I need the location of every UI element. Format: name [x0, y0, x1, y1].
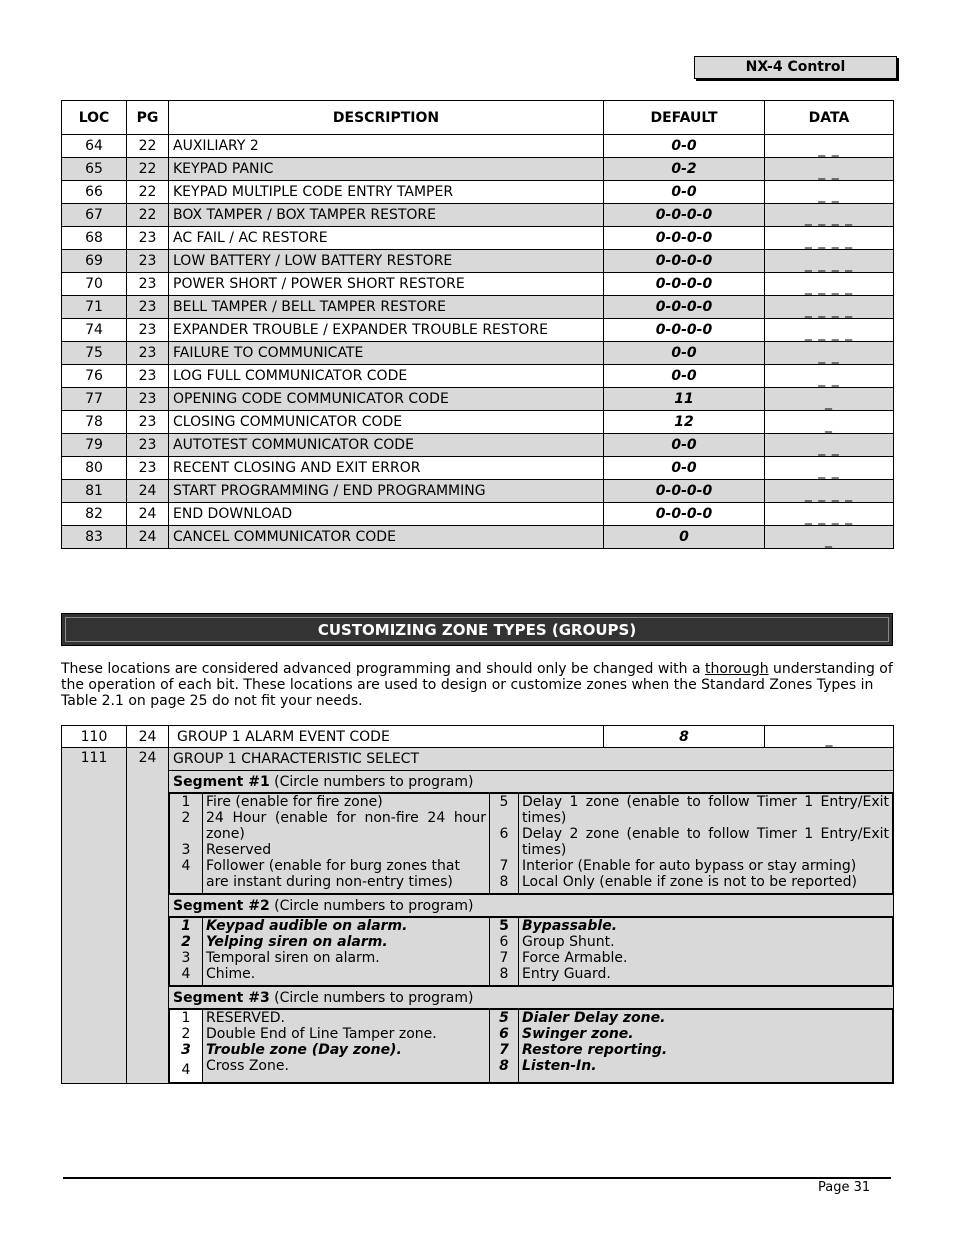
description-cell: LOW BATTERY / LOW BATTERY RESTORE [169, 250, 604, 273]
description-cell: OPENING CODE COMMUNICATOR CODE [169, 388, 604, 411]
option-text: Follower (enable for burg zones that are instant during non-entry times) [206, 858, 460, 890]
pg-cell: 24 [127, 726, 169, 748]
option-number: 3 [181, 1042, 191, 1058]
loc-cell: 76 [62, 365, 127, 388]
default-cell: 0-0-0-0 [604, 250, 765, 273]
data-cell: _ [765, 726, 894, 748]
loc-cell: 67 [62, 204, 127, 227]
segment-1-options [169, 793, 893, 894]
table-header-row [62, 101, 894, 135]
option-text: RESERVED. [206, 1010, 285, 1026]
option-text: Delay 2 zone (enable to follow Timer 1 Entry/Exit times) [522, 826, 889, 858]
col-header-loc: LOC [62, 101, 127, 135]
loc-cell: 66 [62, 181, 127, 204]
default-cell: 0-0 [604, 181, 765, 204]
data-cell: _ [765, 388, 894, 411]
table-row [62, 503, 894, 526]
option-number: 8 [499, 966, 509, 982]
intro-underlined-word: thorough [705, 661, 769, 677]
loc-cell: 81 [62, 480, 127, 503]
default-cell: 0 [604, 526, 765, 549]
option-text: 24 Hour (enable for non-fire 24 hour zone) [206, 810, 486, 842]
default-cell: 0-0-0-0 [604, 204, 765, 227]
loc-cell: 74 [62, 319, 127, 342]
loc-cell: 70 [62, 273, 127, 296]
segment-note: (Circle numbers to program) [269, 897, 474, 914]
page-number: Page 31 [818, 1180, 871, 1195]
default-cell: 12 [604, 411, 765, 434]
option-text: Entry Guard. [522, 966, 611, 982]
pg-cell: 24 [127, 526, 169, 549]
seg1-left-texts [203, 794, 490, 894]
seg1-right-texts [519, 794, 893, 894]
section-bar-frame [65, 617, 889, 642]
group-row-110 [62, 726, 894, 748]
footer-rule [63, 1177, 891, 1179]
option-number: 4 [181, 966, 191, 982]
loc-cell: 78 [62, 411, 127, 434]
option-text: Restore reporting. [522, 1042, 668, 1058]
default-cell: 0-0-0-0 [604, 480, 765, 503]
segment-label: Segment #1 [173, 773, 270, 790]
option-number: 4 [181, 858, 191, 874]
pg-cell: 24 [127, 503, 169, 526]
seg2-left-texts [203, 918, 490, 986]
segment-2-options [169, 917, 893, 986]
col-header-default: DEFAULT [604, 101, 765, 135]
loc-cell: 77 [62, 388, 127, 411]
intro-paragraph [61, 661, 893, 709]
loc-cell: 79 [62, 434, 127, 457]
pg-cell: 23 [127, 273, 169, 296]
option-text: Chime. [206, 966, 256, 982]
table-row [62, 342, 894, 365]
default-cell: 0-0-0-0 [604, 296, 765, 319]
option-number: 1 [181, 918, 191, 934]
table-row [62, 480, 894, 503]
pg-cell: 23 [127, 250, 169, 273]
data-cell: _ _ [765, 342, 894, 365]
segment-1-body [62, 793, 894, 895]
product-header-box: NX-4 Control [694, 56, 897, 79]
table-row [62, 411, 894, 434]
desc-cell: GROUP 1 CHARACTERISTIC SELECT [169, 748, 894, 771]
default-cell: 0-0-0-0 [604, 227, 765, 250]
col-header-data: DATA [765, 101, 894, 135]
pg-cell: 23 [127, 227, 169, 250]
option-number: 4 [181, 1062, 191, 1078]
default-cell: 0-0 [604, 457, 765, 480]
option-text: Trouble zone (Day zone). [206, 1042, 402, 1058]
table-row [62, 365, 894, 388]
seg2-right-texts [519, 918, 893, 986]
table-row [62, 434, 894, 457]
option-text: Swinger zone. [522, 1026, 634, 1042]
description-cell: BOX TAMPER / BOX TAMPER RESTORE [169, 204, 604, 227]
table-row [62, 181, 894, 204]
table-row [62, 204, 894, 227]
description-cell: AUXILIARY 2 [169, 135, 604, 158]
table-row [62, 319, 894, 342]
loc-cell: 83 [62, 526, 127, 549]
description-cell: POWER SHORT / POWER SHORT RESTORE [169, 273, 604, 296]
description-cell: EXPANDER TROUBLE / EXPANDER TROUBLE RESTORE [169, 319, 604, 342]
option-number: 7 [499, 858, 509, 874]
option-text: Keypad audible on alarm. [206, 918, 408, 934]
segment-note: (Circle numbers to program) [269, 989, 474, 1006]
default-cell: 8 [604, 726, 765, 748]
description-cell: AUTOTEST COMMUNICATOR CODE [169, 434, 604, 457]
option-number: 2 [181, 810, 191, 826]
segment-label: Segment #2 [173, 897, 270, 914]
option-number: 5 [499, 918, 509, 934]
segment-label: Segment #3 [173, 989, 270, 1006]
option-text: Yelping siren on alarm. [206, 934, 388, 950]
default-cell: 0-0 [604, 135, 765, 158]
default-cell: 0-0 [604, 365, 765, 388]
pg-cell: 23 [127, 457, 169, 480]
option-text: Reserved [206, 842, 272, 858]
option-text: Delay 1 zone (enable to follow Timer 1 Entry/Exit times) [522, 794, 889, 826]
seg3-right-texts [519, 1010, 893, 1083]
segment-2-header [62, 895, 894, 917]
description-cell: CLOSING COMMUNICATOR CODE [169, 411, 604, 434]
group-table [61, 725, 894, 1084]
group-row-111 [62, 748, 894, 771]
option-number: 6 [499, 1026, 509, 1042]
data-cell: _ [765, 411, 894, 434]
loc-cell: 82 [62, 503, 127, 526]
seg3-right-numbers [490, 1010, 519, 1083]
description-cell: CANCEL COMMUNICATOR CODE [169, 526, 604, 549]
table-row [62, 135, 894, 158]
data-cell: _ _ [765, 181, 894, 204]
option-text: Force Armable. [522, 950, 628, 966]
loc-cell: 71 [62, 296, 127, 319]
seg1-left-numbers [170, 794, 203, 894]
data-cell: _ _ [765, 434, 894, 457]
loc-cell: 110 [62, 726, 127, 748]
data-cell: _ _ [765, 135, 894, 158]
loc-cell: 68 [62, 227, 127, 250]
table-row [62, 250, 894, 273]
pg-cell: 23 [127, 388, 169, 411]
data-cell: _ _ _ _ [765, 204, 894, 227]
default-cell: 0-0 [604, 342, 765, 365]
description-cell: RECENT CLOSING AND EXIT ERROR [169, 457, 604, 480]
pg-cell: 23 [127, 434, 169, 457]
option-number: 8 [499, 874, 509, 890]
option-number: 7 [499, 950, 509, 966]
option-text: Interior (Enable for auto bypass or stay arming) [522, 858, 857, 874]
pg-cell: 23 [127, 365, 169, 388]
pg-cell: 22 [127, 181, 169, 204]
data-cell: _ _ [765, 457, 894, 480]
description-cell: LOG FULL COMMUNICATOR CODE [169, 365, 604, 388]
seg1-right-numbers [490, 794, 519, 894]
pg-cell: 23 [127, 342, 169, 365]
table-row [62, 158, 894, 181]
option-number: 7 [499, 1042, 509, 1058]
col-header-description: DESCRIPTION [169, 101, 604, 135]
pg-cell: 22 [127, 158, 169, 181]
option-number: 5 [499, 794, 509, 810]
data-cell: _ _ _ _ [765, 319, 894, 342]
data-cell: _ _ _ _ [765, 227, 894, 250]
loc-cell: 65 [62, 158, 127, 181]
table-row [62, 457, 894, 480]
option-text: Listen-In. [522, 1058, 597, 1074]
seg2-right-numbers [490, 918, 519, 986]
col-header-pg: PG [127, 101, 169, 135]
table-row [62, 296, 894, 319]
segment-3-options [169, 1009, 893, 1083]
table-row [62, 388, 894, 411]
data-cell: _ _ [765, 158, 894, 181]
default-cell: 0-0-0-0 [604, 319, 765, 342]
description-cell: KEYPAD MULTIPLE CODE ENTRY TAMPER [169, 181, 604, 204]
table-row [62, 273, 894, 296]
option-text: Dialer Delay zone. [522, 1010, 666, 1026]
pg-cell: 22 [127, 204, 169, 227]
data-cell: _ _ _ _ [765, 296, 894, 319]
default-cell: 11 [604, 388, 765, 411]
option-number: 2 [181, 1026, 191, 1042]
description-cell: AC FAIL / AC RESTORE [169, 227, 604, 250]
option-text: Cross Zone. [206, 1058, 289, 1074]
segment-2-body [62, 917, 894, 987]
segment-note: (Circle numbers to program) [269, 773, 474, 790]
intro-text-a: These locations are considered advanced programming and should only be changed with a [61, 661, 706, 677]
default-cell: 0-2 [604, 158, 765, 181]
pg-cell: 23 [127, 411, 169, 434]
description-cell: START PROGRAMMING / END PROGRAMMING [169, 480, 604, 503]
data-cell: _ _ _ _ [765, 503, 894, 526]
option-text: Local Only (enable if zone is not to be reported) [522, 874, 857, 890]
data-cell: _ [765, 526, 894, 549]
seg3-left-texts [203, 1010, 490, 1083]
default-cell: 0-0-0-0 [604, 273, 765, 296]
pg-cell: 24 [127, 748, 169, 1084]
data-cell: _ _ [765, 365, 894, 388]
segment-3-body [62, 1009, 894, 1084]
loc-cell: 64 [62, 135, 127, 158]
option-number: 6 [499, 934, 509, 950]
data-cell: _ _ _ _ [765, 273, 894, 296]
data-cell: _ _ _ _ [765, 480, 894, 503]
segment-1-header [62, 771, 894, 793]
description-cell: END DOWNLOAD [169, 503, 604, 526]
option-number: 1 [181, 794, 191, 810]
seg2-left-numbers [170, 918, 203, 986]
section-title: CUSTOMIZING ZONE TYPES (GROUPS) [317, 621, 637, 639]
table-row [62, 526, 894, 549]
pg-cell: 22 [127, 135, 169, 158]
option-number: 8 [499, 1058, 509, 1074]
loc-cell: 75 [62, 342, 127, 365]
description-cell: BELL TAMPER / BELL TAMPER RESTORE [169, 296, 604, 319]
programming-table [61, 100, 894, 549]
section-title-bar [61, 613, 893, 646]
seg3-left-numbers [170, 1010, 203, 1083]
pg-cell: 23 [127, 296, 169, 319]
loc-cell: 80 [62, 457, 127, 480]
option-number: 3 [181, 950, 191, 966]
table-row [62, 227, 894, 250]
default-cell: 0-0 [604, 434, 765, 457]
description-cell: KEYPAD PANIC [169, 158, 604, 181]
intro-text-b: understanding of the operation of each bit. These locations are used to design or customize zones when the Standard Zones Types in Table 2.1 on page 25 do not fit your needs. [61, 661, 893, 709]
description-cell: FAILURE TO COMMUNICATE [169, 342, 604, 365]
option-number: 6 [499, 826, 509, 842]
loc-cell: 69 [62, 250, 127, 273]
option-text: Fire (enable for fire zone) [206, 794, 383, 810]
data-cell: _ _ _ _ [765, 250, 894, 273]
option-number: 1 [181, 1010, 191, 1026]
pg-cell: 23 [127, 319, 169, 342]
option-number: 2 [181, 934, 191, 950]
option-number: 5 [499, 1010, 509, 1026]
option-number: 3 [181, 842, 191, 858]
desc-cell: GROUP 1 ALARM EVENT CODE [169, 726, 604, 748]
option-text: Temporal siren on alarm. [206, 950, 380, 966]
loc-cell: 111 [62, 748, 127, 1084]
option-text: Group Shunt. [522, 934, 615, 950]
option-text: Bypassable. [522, 918, 618, 934]
segment-3-header [62, 987, 894, 1009]
option-text: Double End of Line Tamper zone. [206, 1026, 437, 1042]
pg-cell: 24 [127, 480, 169, 503]
default-cell: 0-0-0-0 [604, 503, 765, 526]
